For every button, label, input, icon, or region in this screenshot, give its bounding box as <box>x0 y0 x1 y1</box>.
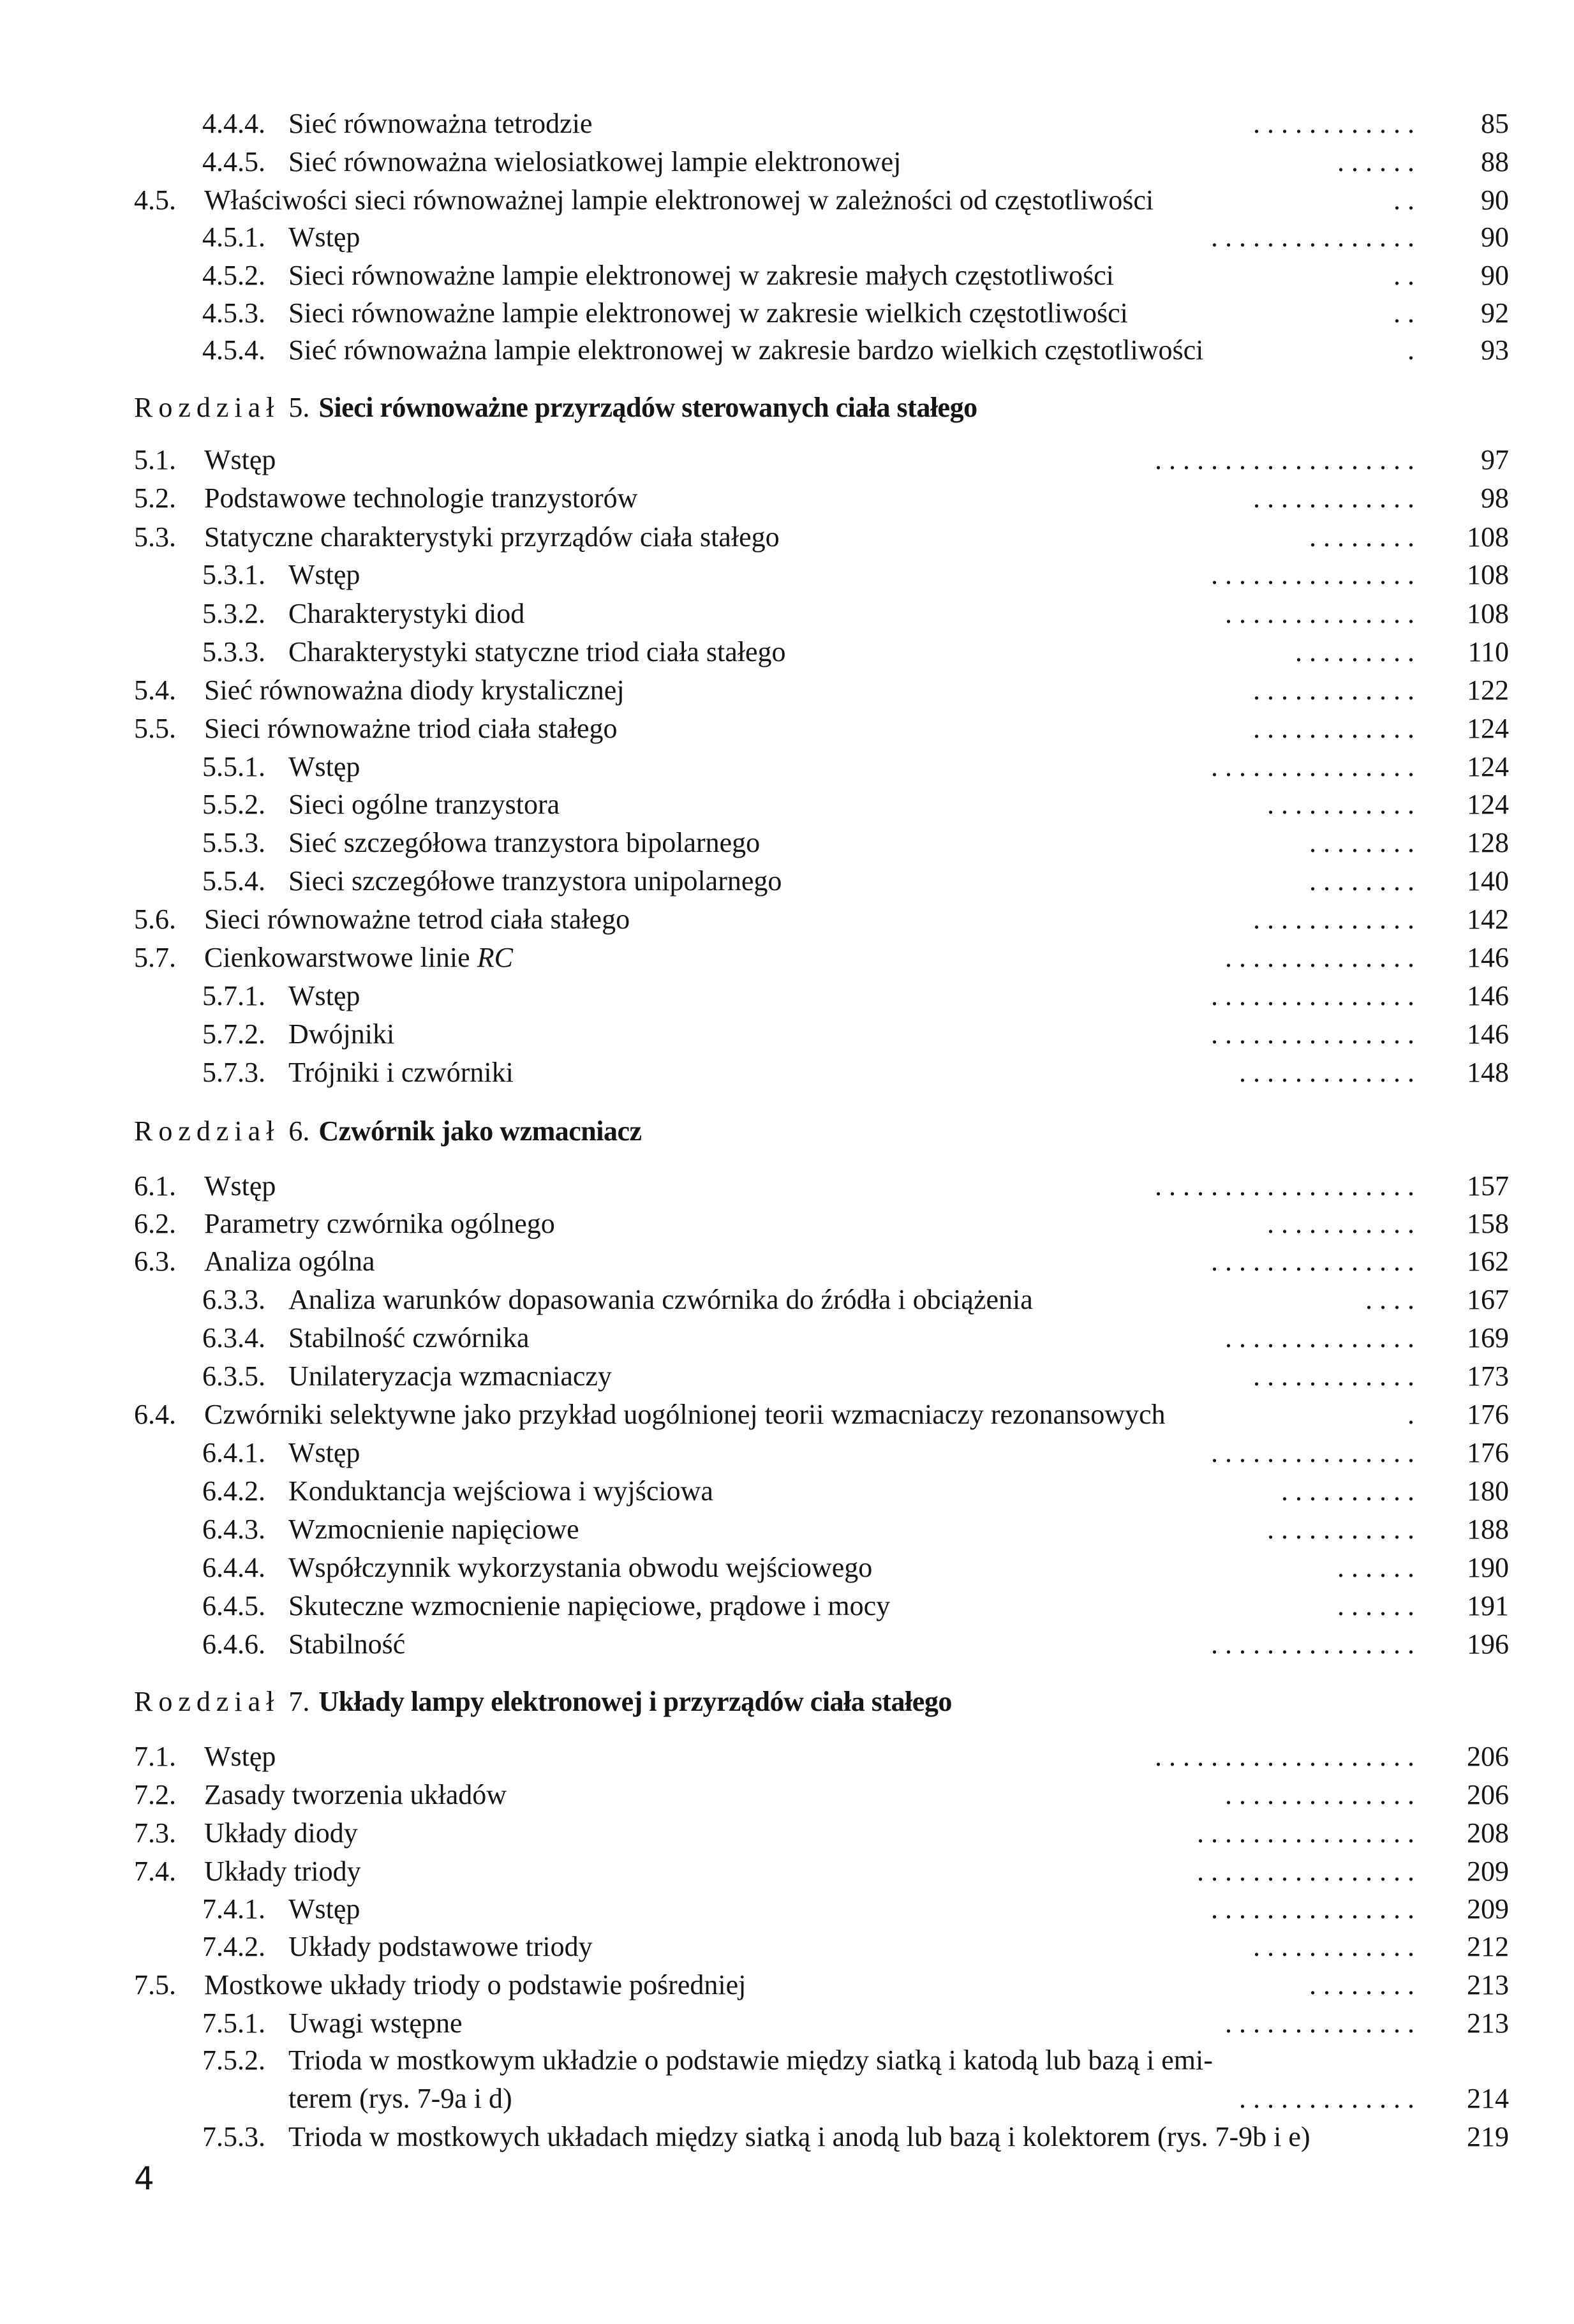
toc-title: Współczynnik wykorzystania obwodu wejściowego <box>288 1552 873 1583</box>
toc-page: 124 <box>1467 713 1509 744</box>
toc-page: 148 <box>1467 1057 1509 1088</box>
toc-number: 4.5.3. <box>202 297 265 329</box>
toc-leader-dots: . . . . . . . . . . . . . <box>1239 1057 1414 1088</box>
toc-leader-dots: . <box>1407 334 1414 366</box>
toc-leader-dots: . . . . . . . . . . . . . . . <box>1211 221 1414 253</box>
toc-title: Sieci szczegółowe tranzystora unipolarnego <box>288 865 782 897</box>
toc-leader-dots: . . . . . . . . . . . <box>1267 789 1414 820</box>
chapter-heading <box>134 1682 952 1722</box>
toc-title: Czwórniki selektywne jako przykład uogólnionej teorii wzmacniaczy rezonansowych <box>204 1399 1166 1430</box>
toc-number: 6.4.5. <box>202 1590 265 1621</box>
toc-title: Sieć równoważna wielosiatkowej lampie elektronowej <box>288 146 902 177</box>
toc-page: 88 <box>1481 146 1509 177</box>
toc-page: 158 <box>1467 1208 1509 1239</box>
toc-entry <box>202 1588 1509 1625</box>
toc-leader-dots: . . . . . . . . <box>1309 865 1414 897</box>
toc-leader-dots: . . . . <box>1365 1284 1414 1315</box>
toc-leader-dots: . . . . . . . . <box>1309 827 1414 858</box>
toc-number: 7.4.2. <box>202 1931 265 1962</box>
toc-entry <box>202 1016 1509 1053</box>
toc-number: 6.3. <box>134 1246 176 1277</box>
toc-number: 7.5.2. <box>202 2045 265 2076</box>
chapter-title: Czwórnik jako wzmacniacz <box>318 1115 642 1147</box>
toc-entry <box>134 1243 1509 1280</box>
toc-leader-dots: . . . . . . . . . . . <box>1267 1208 1414 1239</box>
toc-title: Trioda w mostkowych układach między siatką i anodą lub bazą i kolektorem (rys. 7-9b i e) <box>288 2121 1310 2152</box>
toc-leader-dots: . . . . . . . . . . . . . . . . . . . <box>1155 1170 1414 1202</box>
toc-entry <box>202 1358 1509 1395</box>
toc-page: 206 <box>1467 1779 1509 1810</box>
toc-leader-dots: . . . . . . . . . . . . <box>1253 904 1414 935</box>
toc-page: 97 <box>1481 444 1509 475</box>
toc-entry <box>202 257 1509 294</box>
toc-number: 6.4.1. <box>202 1437 265 1468</box>
toc-number: 4.5.1. <box>202 221 265 253</box>
toc-entry <box>202 295 1509 332</box>
toc-leader-dots: . . . . . . . . . . . . . . . <box>1211 980 1414 1011</box>
toc-entry <box>134 1853 1509 1890</box>
toc-title: Analiza ogólna <box>204 1246 375 1277</box>
toc-leader-dots: . . . . . . . . . . . . . . <box>1225 1779 1414 1810</box>
toc-title: Sieć szczegółowa tranzystora bipolarnego <box>288 827 761 858</box>
toc-entry <box>202 1928 1509 1965</box>
toc-entry <box>202 144 1509 181</box>
toc-page: 146 <box>1467 980 1509 1011</box>
toc-page: 214 <box>1467 2083 1509 2114</box>
toc-page: 167 <box>1467 1284 1509 1315</box>
toc-page: 110 <box>1467 636 1509 667</box>
toc-title: Statyczne charakterystyki przyrządów ciała stałego <box>204 521 780 553</box>
toc-number: 5.3.1. <box>202 559 265 590</box>
toc-leader-dots: . . . . . . . . . . . . <box>1253 713 1414 744</box>
toc-page: 169 <box>1467 1322 1509 1353</box>
toc-leader-dots: . . . . . . . . . . . . . . <box>1225 1322 1414 1353</box>
toc-entry <box>134 1396 1509 1433</box>
toc-page: 209 <box>1467 1856 1509 1887</box>
toc-number: 6.4.3. <box>202 1514 265 1545</box>
toc-entry <box>134 1205 1509 1242</box>
toc-title: Wstęp <box>204 444 276 475</box>
toc-entry <box>134 1815 1509 1852</box>
toc-entry <box>202 332 1509 369</box>
toc-entry <box>134 519 1509 556</box>
toc-page: 128 <box>1467 827 1509 858</box>
toc-leader-dots: . . . . . . . . <box>1309 1969 1414 2000</box>
toc-page: 90 <box>1481 221 1509 253</box>
toc-number: 5.3.3. <box>202 636 265 667</box>
toc-title: Wstęp <box>204 1741 276 1772</box>
toc-number: 5.7.3. <box>202 1057 265 1088</box>
toc-entry <box>202 1626 1509 1663</box>
toc-leader-dots: . . . . . . <box>1337 146 1414 177</box>
toc-number: 6.3.5. <box>202 1360 265 1392</box>
toc-title: Układy podstawowe triody <box>288 1931 593 1962</box>
toc-page: 142 <box>1467 904 1509 935</box>
toc-leader-dots: . . . . . . . . . . . . <box>1253 482 1414 514</box>
toc-leader-dots: . . . . . . . . . . . . . <box>1239 2083 1414 2114</box>
toc-number: 5.5.1. <box>202 751 265 782</box>
toc-title: Zasady tworzenia układów <box>204 1779 507 1810</box>
toc-page: 124 <box>1467 751 1509 782</box>
toc-leader-dots: . . . . . . . . . . . . . . <box>1225 598 1414 629</box>
toc-entry <box>134 901 1509 938</box>
chapter-title: Układy lampy elektronowej i przyrządów ciała stałego <box>318 1686 952 1717</box>
toc-number: 7.4. <box>134 1856 176 1887</box>
toc-leader-dots: . . <box>1393 260 1414 291</box>
toc-title: Podstawowe technologie tranzystorów <box>204 482 638 514</box>
toc-title: Stabilność czwórnika <box>288 1322 530 1353</box>
toc-entry <box>202 2005 1509 2042</box>
toc-title: terem (rys. 7-9a i d) <box>288 2083 512 2114</box>
toc-title: Skuteczne wzmocnienie napięciowe, prądowe i mocy <box>288 1590 891 1621</box>
toc-page: 176 <box>1467 1437 1509 1468</box>
toc-entry <box>134 480 1509 517</box>
toc-page: 196 <box>1467 1628 1509 1660</box>
toc-leader-dots: . . . . . . . . . . . . . . . . <box>1197 1817 1414 1849</box>
toc-number: 5.7.1. <box>202 980 265 1011</box>
toc-leader-dots: . . . . . . . . . . . . <box>1253 1931 1414 1962</box>
chapter-label: Rozdział <box>134 1115 280 1147</box>
toc-page: 98 <box>1481 482 1509 514</box>
toc-title: Mostkowe układy triody o podstawie pośredniej <box>204 1969 746 2000</box>
toc-leader-dots: . . . . . . <box>1337 1552 1414 1583</box>
toc-entry <box>202 1549 1509 1586</box>
toc-number: 7.5.3. <box>202 2121 265 2152</box>
toc-leader-dots: . . . . . . . . . . . . . . <box>1225 942 1414 973</box>
toc-title: Wstęp <box>288 221 360 253</box>
toc-number: 4.5.2. <box>202 260 265 291</box>
toc-page: 180 <box>1467 1475 1509 1507</box>
toc-page: 219 <box>1467 2121 1509 2152</box>
toc-number: 4.4.4. <box>202 108 265 139</box>
toc-title: Sieci równoważne triod ciała stałego <box>204 713 618 744</box>
toc-entry <box>202 749 1509 786</box>
chapter-title: Sieci równoważne przyrządów sterowanych ciała stałego <box>318 392 977 423</box>
toc-entry <box>202 978 1509 1015</box>
toc-entry <box>134 182 1509 219</box>
toc-entry <box>202 556 1509 593</box>
chapter-label: Rozdział <box>134 1686 280 1717</box>
toc-number: 5.5.3. <box>202 827 265 858</box>
toc-title: Sieci ogólne tranzystora <box>288 789 560 820</box>
toc-title: Konduktancja wejściowa i wyjściowa <box>288 1475 713 1507</box>
toc-number: 4.5.4. <box>202 334 265 366</box>
toc-title: Parametry czwórnika ogólnego <box>204 1208 555 1239</box>
toc-entry <box>202 2042 1509 2079</box>
toc-entry <box>202 1320 1509 1357</box>
toc-leader-dots: . . . . . . . . . . . <box>1267 1514 1414 1545</box>
toc-number: 5.2. <box>134 482 176 514</box>
toc-leader-dots: . . . . . . . . <box>1309 521 1414 553</box>
toc-entry <box>202 786 1509 823</box>
toc-number: 6.2. <box>134 1208 176 1239</box>
toc-leader-dots: . . . . . . . . . . . . . . . <box>1211 559 1414 590</box>
toc-leader-dots: . . . . . . . . . . . . . . . . . . . <box>1155 444 1414 475</box>
toc-entry <box>134 1777 1509 1814</box>
toc-entry <box>202 1511 1509 1548</box>
chapter-number: 7. <box>288 1686 310 1717</box>
toc-number: 5.7. <box>134 942 176 973</box>
toc-entry <box>202 219 1509 256</box>
toc-number: 6.4.2. <box>202 1475 265 1507</box>
toc-leader-dots: . . . . . . . . . . . . <box>1253 1360 1414 1392</box>
toc-number: 5.5.2. <box>202 789 265 820</box>
toc-title: Układy diody <box>204 1817 358 1849</box>
toc-entry <box>134 672 1509 709</box>
toc-number: 7.5. <box>134 1969 176 2000</box>
toc-number: 6.3.4. <box>202 1322 265 1353</box>
toc-number: 5.6. <box>134 904 176 935</box>
chapter-heading <box>134 1112 642 1151</box>
toc-page: 93 <box>1481 334 1509 366</box>
toc-page: 213 <box>1467 2007 1509 2039</box>
toc-page: 108 <box>1467 559 1509 590</box>
chapter-label: Rozdział <box>134 392 280 423</box>
toc-title: Sieci równoważne lampie elektronowej w zakresie małych częstotliwości <box>288 260 1114 291</box>
toc-page: 124 <box>1467 789 1509 820</box>
toc-title: Cienkowarstwowe linie RC <box>204 942 513 973</box>
toc-leader-dots: . . . . . . . . . . . . <box>1253 108 1414 139</box>
toc-leader-dots: . . . . . . . . . . . . . . . <box>1211 1893 1414 1925</box>
toc-entry <box>134 1738 1509 1775</box>
toc-page: 212 <box>1467 1931 1509 1962</box>
toc-leader-dots: . . <box>1393 184 1414 216</box>
toc-entry <box>134 1967 1509 2004</box>
toc-leader-dots: . . . . . . . . . . <box>1281 1475 1414 1507</box>
toc-title: Wstęp <box>204 1170 276 1202</box>
toc-number: 7.2. <box>134 1779 176 1810</box>
toc-leader-dots: . . . . . . . . . . . . . . . <box>1211 1437 1414 1468</box>
toc-entry <box>134 939 1509 976</box>
toc-number: 6.4.4. <box>202 1552 265 1583</box>
toc-title: Sieci równoważne tetrod ciała stałego <box>204 904 630 935</box>
toc-entry <box>202 105 1509 142</box>
toc-title: Charakterystyki diod <box>288 598 525 629</box>
toc-page: 209 <box>1467 1893 1509 1925</box>
toc-title: Stabilność <box>288 1628 406 1660</box>
toc-number: 5.7.2. <box>202 1018 265 1050</box>
toc-entry <box>202 863 1509 900</box>
toc-title: Wstęp <box>288 559 360 590</box>
toc-number: 7.5.1. <box>202 2007 265 2039</box>
toc-leader-dots: . <box>1407 1399 1414 1430</box>
toc-page: 206 <box>1467 1741 1509 1772</box>
toc-leader-dots: . . . . . . . . . . . . . . . <box>1211 1246 1414 1277</box>
toc-leader-dots: . . . . . . . . . . . . . . . . <box>1197 1856 1414 1887</box>
toc-leader-dots: . . <box>1393 297 1414 329</box>
page-number: 4 <box>134 2160 154 2197</box>
toc-page: 90 <box>1481 260 1509 291</box>
toc-leader-dots: . . . . . . . . . . . . . . . <box>1211 1628 1414 1660</box>
toc-title: Sieć równoważna lampie elektronowej w zakresie bardzo wielkich częstotliwości <box>288 334 1204 366</box>
toc-leader-dots: . . . . . . . . . <box>1295 636 1414 667</box>
toc-title: Wzmocnienie napięciowe <box>288 1514 579 1545</box>
toc-entry <box>134 710 1509 747</box>
chapter-heading <box>134 388 977 428</box>
toc-entry-continuation <box>202 2080 1509 2117</box>
toc-title: Sieć równoważna diody krystalicznej <box>204 674 625 706</box>
toc-number: 7.3. <box>134 1817 176 1849</box>
toc-number: 5.5.4. <box>202 865 265 897</box>
toc-number: 5.1. <box>134 444 176 475</box>
chapter-number: 5. <box>288 392 310 423</box>
toc-entry <box>202 824 1509 861</box>
toc-number: 6.3.3. <box>202 1284 265 1315</box>
toc-entry <box>202 1434 1509 1471</box>
toc-leader-dots: . . . . . . . . . . . . . . <box>1225 2007 1414 2039</box>
toc-page: 213 <box>1467 1969 1509 2000</box>
toc-title: Wstęp <box>288 980 360 1011</box>
toc-leader-dots: . . . . . . . . . . . . . . . <box>1211 1018 1414 1050</box>
toc-number: 6.4.6. <box>202 1628 265 1660</box>
toc-page: 208 <box>1467 1817 1509 1849</box>
toc-page: 188 <box>1467 1514 1509 1545</box>
toc-page: 108 <box>1467 598 1509 629</box>
toc-number: 4.5. <box>134 184 176 216</box>
toc-title: Wstęp <box>288 751 360 782</box>
toc-title: Trioda w mostkowym układzie o podstawie między siatką i katodą lub bazą i emi- <box>288 2045 1213 2076</box>
toc-entry <box>202 634 1509 671</box>
toc-page: 108 <box>1467 521 1509 553</box>
toc-title: Uwagi wstępne <box>288 2007 463 2039</box>
toc-title: Analiza warunków dopasowania czwórnika do źródła i obciążenia <box>288 1284 1033 1315</box>
toc-number: 5.4. <box>134 674 176 706</box>
toc-entry <box>202 1891 1509 1928</box>
toc-leader-dots: . . . . . . <box>1337 1590 1414 1621</box>
toc-leader-dots: . . . . . . . . . . . . . . . <box>1211 751 1414 782</box>
toc-number: 6.4. <box>134 1399 176 1430</box>
toc-title: Układy triody <box>204 1856 361 1887</box>
toc-title: Wstęp <box>288 1437 360 1468</box>
toc-number: 5.3. <box>134 521 176 553</box>
toc-page: 157 <box>1467 1170 1509 1202</box>
toc-title: Dwójniki <box>288 1018 395 1050</box>
toc-number: 7.1. <box>134 1741 176 1772</box>
toc-entry <box>134 1168 1509 1205</box>
toc-number: 7.4.1. <box>202 1893 265 1925</box>
toc-title: Charakterystyki statyczne triod ciała stałego <box>288 636 786 667</box>
toc-entry <box>202 1473 1509 1510</box>
toc-page: 173 <box>1467 1360 1509 1392</box>
toc-entry <box>202 1281 1509 1318</box>
toc-entry <box>134 442 1509 479</box>
toc-page: 90 <box>1481 184 1509 216</box>
toc-entry <box>202 595 1509 632</box>
toc-page: 92 <box>1481 297 1509 329</box>
toc-page: 162 <box>1467 1246 1509 1277</box>
toc-leader-dots: . . . . . . . . . . . . <box>1253 674 1414 706</box>
toc-number: 5.5. <box>134 713 176 744</box>
toc-title: Sieć równoważna tetrodzie <box>288 108 593 139</box>
toc-number: 5.3.2. <box>202 598 265 629</box>
toc-page: 146 <box>1467 1018 1509 1050</box>
toc-title: Sieci równoważne lampie elektronowej w zakresie wielkich częstotliwości <box>288 297 1128 329</box>
toc-page: 176 <box>1467 1399 1509 1430</box>
toc-page: 122 <box>1467 674 1509 706</box>
toc-title: Unilateryzacja wzmacniaczy <box>288 1360 612 1392</box>
toc-leader-dots: . . . . . . . . . . . . . . . . . . . <box>1155 1741 1414 1772</box>
toc-title: Wstęp <box>288 1893 360 1925</box>
toc-page: 146 <box>1467 942 1509 973</box>
toc-entry <box>202 2119 1509 2156</box>
chapter-number: 6. <box>288 1115 310 1147</box>
toc-number: 6.1. <box>134 1170 176 1202</box>
toc-page: 191 <box>1467 1590 1509 1621</box>
toc-number: 4.4.5. <box>202 146 265 177</box>
toc-entry <box>202 1054 1509 1091</box>
toc-title: Trójniki i czwórniki <box>288 1057 514 1088</box>
toc-page: 140 <box>1467 865 1509 897</box>
toc-page: 85 <box>1481 108 1509 139</box>
toc-page: 190 <box>1467 1552 1509 1583</box>
toc-title: Właściwości sieci równoważnej lampie elektronowej w zależności od częstotliwości <box>204 184 1154 216</box>
